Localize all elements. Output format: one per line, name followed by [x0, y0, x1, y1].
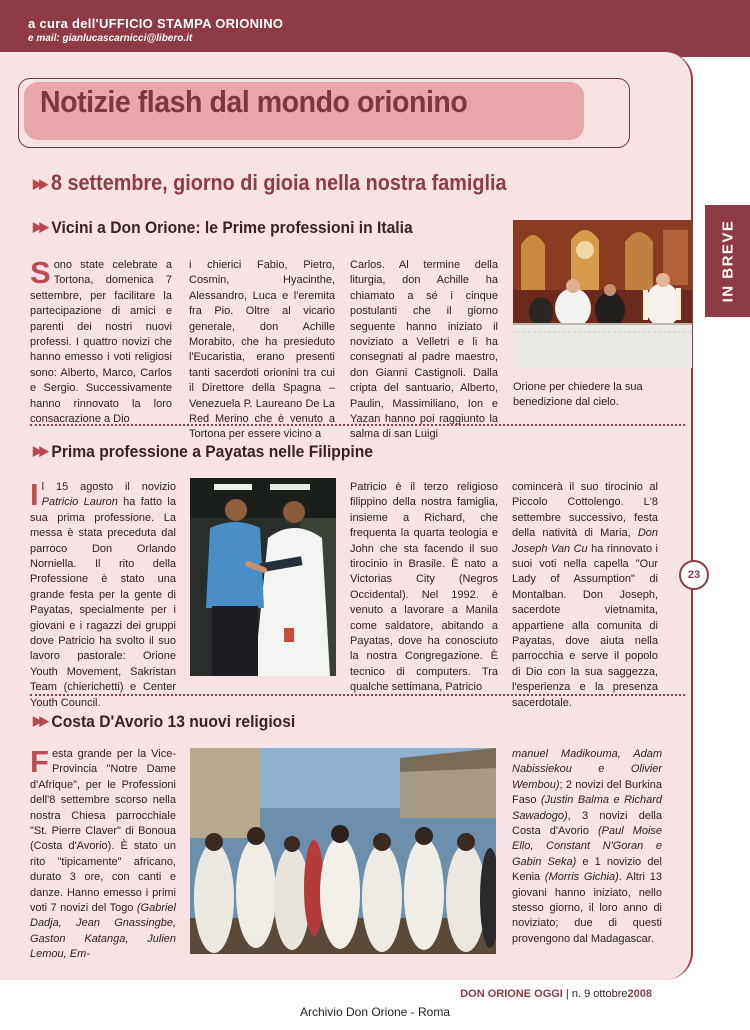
- section-3-names-costa: (Paul Moise Ello, Constant N'Goran e Gabin Seka): [512, 825, 663, 868]
- drop-cap: F: [30, 744, 49, 779]
- section-2-col-3-name: Don Joseph Van Cu: [512, 527, 658, 555]
- section-3-col-2: [512, 747, 662, 947]
- photo-costa-davorio-group: [190, 748, 496, 954]
- side-tab: [705, 205, 750, 317]
- issue-year: 2008: [627, 988, 652, 1000]
- section-1-title: [33, 218, 413, 238]
- side-tab-label: IN BREVE: [719, 219, 736, 303]
- section-2-col-3-text-a: comincerà il suo tirocinio al Piccolo Cottolengo. L'8 settembre successivo, festa della natività di Maria,: [512, 481, 658, 540]
- banner-title: Notizie flash dal mondo orionino: [40, 84, 468, 119]
- section-1-col-1: [30, 255, 172, 427]
- page-header: [0, 0, 750, 57]
- section-3-names-kenia: (Morris Gichia): [544, 871, 619, 884]
- section-divider: [30, 424, 685, 426]
- header-email-line: e mail: gianlucascarnicci@libero.it: [28, 33, 193, 44]
- section-3-text-1: ; 2 novizi del Burkina Faso: [512, 778, 662, 807]
- double-arrow-icon: ▶▶: [33, 219, 46, 234]
- section-2-col-1: [30, 477, 176, 711]
- photo-payatas-profession: [190, 478, 336, 676]
- section-3-col-1-names: (Gabriel Dadja, Jean Gnassingbe, Gaston Katanga, Julien Lemou, Em-: [30, 902, 176, 961]
- section-divider: [30, 694, 685, 696]
- section-2-title-text: Prima professione a Payatas nelle Filippine: [51, 442, 374, 461]
- section-1-col-2-text: i chierici Fabio, Pietro, Cosmin, Hyacinthe, Alessandro, Luca e l'eremita fra Pio. Oltre al vicario generale, don Achille Morabito, che ha presieduto l'Eucaristia, erano presenti tanti sacerdoti orionini tra cui il Direttore della Spagna – Venezuela P. Laureano De La Red Merino che è venuto a Tortona per essere vicino a: [189, 259, 335, 441]
- drop-cap: I: [30, 477, 39, 512]
- header-editor-line: a cura dell'UFFICIO STAMPA ORIONINO: [28, 16, 284, 31]
- section-3-text-3: e 1 novizio del Kenia: [512, 855, 662, 884]
- section-1-col-1-text: ono state celebrate a Tortona, domenica 7 settembre, per facilitare la partecipazione di amici e parenti dei nostri nuovi professi. I quattro novizi che hanno emesso i voti religiosi sono: Alberto, Marco, Carlos e Sergio. Successivamente hanno rinnovato la loro consacrazione a Dio: [30, 259, 172, 426]
- section-3-col-1-text: esta grande per la Vice-Provincia "Notre Dame d'Afrique", per le Professioni dell'8 settembre scorso nella nostra Chiesa parrocchiale "St. Pierre Claver" di Bonoua (Costa d'Avorio). È stato un rito "tipicamente" africano, durato 3 ore, con canti e danze. Hanno emesso i primi voti 7 novizi del Togo: [30, 748, 176, 915]
- page-number: 23: [679, 560, 709, 590]
- section-1-title-text: Vicini a Don Orione: le Prime professioni in Italia: [51, 218, 413, 237]
- section-2-col-1-name: Patricio Lauron: [41, 496, 118, 509]
- photo-payatas-illustration: [190, 478, 336, 676]
- section-2-title: [33, 442, 373, 462]
- section-2-col-2: [350, 480, 498, 696]
- archive-label: Archivio Don Orione - Roma: [299, 1005, 451, 1019]
- double-arrow-icon: ▶▶: [33, 176, 46, 191]
- section-1-col-3: [350, 258, 498, 443]
- section-3-names-burkina: (Justin Balma e Richard Sawadogo): [512, 794, 662, 822]
- section-3-title: [33, 712, 295, 732]
- section-1-col-3-text: Carlos. Al termine della liturgia, don Achille ha chiamato a sé i cinque postulanti che il giorno seguente hanno iniziato il noviziato a Velletri e li ha consegnati al padre maestro, don Gianni Castignoli. Dalla cripta del santuario, Alberto, Paulin, Massimiliano, Ion e Yazan hanno poi raggiunto la salma di san Luigi: [350, 259, 498, 441]
- photo-tortona-professions: [513, 220, 692, 368]
- photo-costa-davorio-illustration: [190, 748, 496, 954]
- magazine-name: DON ORIONE OGGI: [460, 988, 563, 1000]
- section-2-col-3-text-b: ha rinnovato i suoi voti nella capella "Our Lady of Assumption" di Montalban. Don Joseph, sacerdote vietnamita, appartiene alla comunita di Payatas, dove aiuta nella parrocchia e serve il popolo di Dio con la sua saggezza, l'esperienza e la presenza sacerdotale.: [512, 542, 658, 709]
- section-1-col-2: [189, 258, 335, 443]
- photo-tortona-illustration: [513, 220, 692, 368]
- section-3-text-4: . Altri 13 giovani hanno iniziato, nello stesso giorno, il loro anno di noviziato; due di questi provengono dal Madagascar.: [512, 871, 662, 945]
- section-3-names-togo: manuel Madikouma, Adam Nabissiekou e Olivier Wembou): [512, 748, 662, 791]
- double-arrow-icon: ▶▶: [33, 443, 46, 458]
- section-3-title-text: Costa D'Avorio 13 nuovi religiosi: [51, 712, 296, 731]
- section-2-col-1-text-b: ha fatto la sua prima professione. La messa è stata preceduta dal parroco Don Orlando Norniella. Il rito della Professione è stato una grande festa per la gente di Payatas, specialmente per i giovani e i ragazzi dei gruppi dove Patricio ha svolto il suo lavoro pastorale: Orione Youth Movement, Sakristan Team (chierichetti) e Center Youth Council.: [30, 496, 176, 709]
- section-3-text-2: , 3 novizi della Costa d'Avorio: [512, 809, 662, 838]
- section-3-col-1: [30, 744, 176, 963]
- main-title: [33, 170, 506, 196]
- main-title-text: 8 settembre, giorno di gioia nella nostra famiglia: [51, 170, 507, 195]
- magazine-footer: DON ORIONE OGGI | n. 9 ottobre2008: [460, 988, 652, 1000]
- double-arrow-icon: ▶▶: [33, 713, 46, 728]
- section-2-col-2-text: Patricio è il terzo religioso filippino della nostra famiglia, insieme a Richard, che frequenta la quarta teologia e John che sta facendo il suo tirocinio in Brasile. È nato a Victorias City (Negros Occidental). Nel 1992. è venuto a lavorare a Manila come saldatore, abitando a Payatas, dove ha conosciuto la nostra Congregazione. È tecnico di computers. Tra qualche settimana, Patricio: [350, 481, 498, 694]
- drop-cap: S: [30, 255, 51, 290]
- section-2-col-1-text-a: l 15 agosto il novizio: [41, 481, 176, 493]
- section-2-col-3: [512, 480, 658, 711]
- issue-label: n. 9 ottobre: [571, 988, 628, 1000]
- photo-caption: Orione per chiedere la sua benedizione dal cielo.: [513, 381, 643, 409]
